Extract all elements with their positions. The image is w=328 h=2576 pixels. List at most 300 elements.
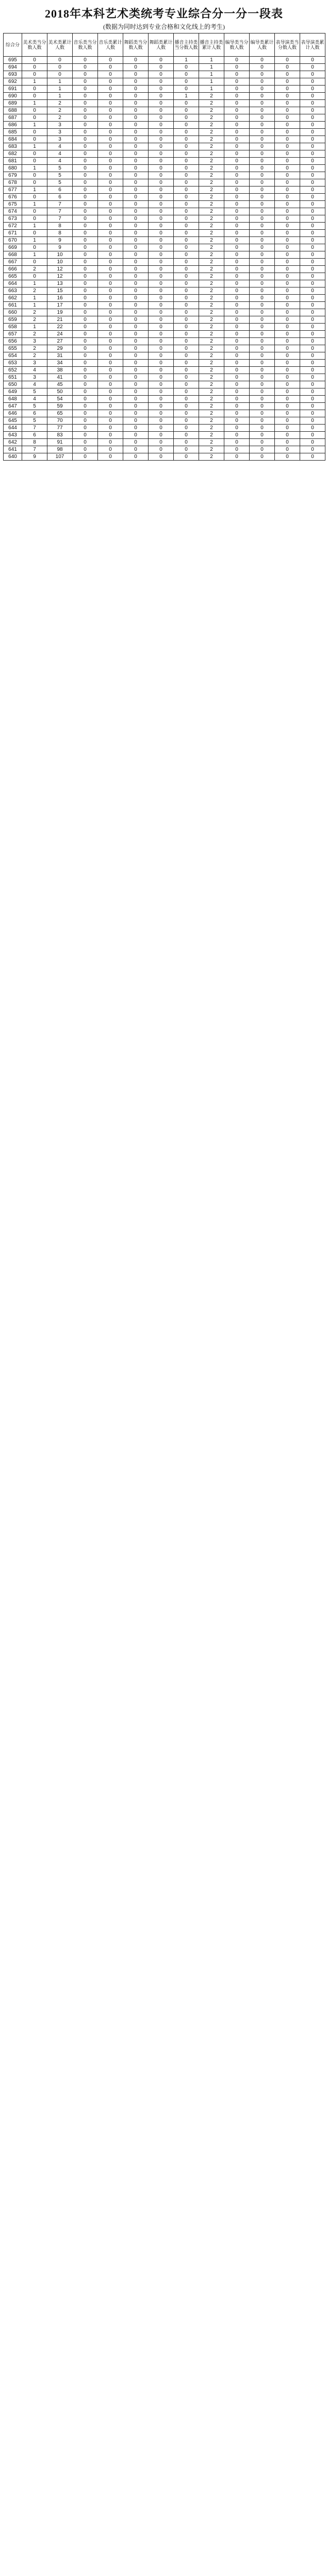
count-cell: 0 — [174, 64, 199, 71]
count-cell: 0 — [149, 425, 174, 432]
count-cell: 0 — [250, 453, 275, 461]
count-cell: 0 — [174, 187, 199, 194]
table-row — [4, 259, 325, 266]
count-cell: 0 — [174, 287, 199, 295]
count-cell: 0 — [123, 403, 149, 410]
count-cell: 0 — [250, 215, 275, 223]
count-cell: 0 — [73, 150, 98, 158]
score-cell: 649 — [4, 388, 22, 396]
table-row — [4, 417, 325, 425]
score-cell: 656 — [4, 338, 22, 345]
count-cell: 0 — [174, 122, 199, 129]
score-cell: 672 — [4, 223, 22, 230]
table-row — [4, 280, 325, 287]
count-cell: 0 — [73, 316, 98, 324]
count-cell: 0 — [275, 143, 300, 150]
count-cell: 0 — [300, 129, 325, 136]
count-cell: 2 — [199, 158, 224, 165]
count-cell: 0 — [174, 165, 199, 172]
count-cell: 0 — [73, 215, 98, 223]
count-cell: 0 — [300, 187, 325, 194]
count-cell: 1 — [174, 93, 199, 100]
count-cell: 2 — [199, 165, 224, 172]
count-cell: 0 — [174, 78, 199, 86]
count-cell: 0 — [98, 316, 123, 324]
count-cell: 0 — [73, 287, 98, 295]
count-cell: 0 — [300, 425, 325, 432]
count-cell: 0 — [123, 136, 149, 143]
count-cell: 0 — [250, 223, 275, 230]
score-cell: 692 — [4, 78, 22, 86]
count-cell: 0 — [73, 71, 98, 78]
count-cell: 3 — [47, 122, 73, 129]
count-cell: 0 — [149, 64, 174, 71]
count-cell: 0 — [123, 208, 149, 215]
count-cell: 0 — [22, 57, 47, 64]
count-cell: 0 — [123, 295, 149, 302]
count-cell: 0 — [73, 187, 98, 194]
count-cell: 2 — [199, 259, 224, 266]
column-header: 美术类当分数人数 — [22, 33, 47, 57]
count-cell: 0 — [275, 309, 300, 316]
count-cell: 0 — [250, 230, 275, 237]
count-cell: 9 — [22, 453, 47, 461]
count-cell: 7 — [22, 425, 47, 432]
count-cell: 0 — [174, 273, 199, 280]
count-cell: 0 — [224, 78, 250, 86]
count-cell: 0 — [224, 223, 250, 230]
count-cell: 0 — [174, 453, 199, 461]
count-cell: 0 — [250, 374, 275, 381]
count-cell: 0 — [73, 194, 98, 201]
count-cell: 0 — [149, 136, 174, 143]
count-cell: 0 — [224, 194, 250, 201]
score-cell: 694 — [4, 64, 22, 71]
count-cell: 0 — [300, 179, 325, 187]
count-cell: 0 — [149, 403, 174, 410]
count-cell: 0 — [224, 57, 250, 64]
count-cell: 0 — [73, 136, 98, 143]
count-cell: 0 — [73, 230, 98, 237]
count-cell: 0 — [98, 331, 123, 338]
score-cell: 680 — [4, 165, 22, 172]
count-cell: 13 — [47, 280, 73, 287]
count-cell: 0 — [123, 360, 149, 367]
count-cell: 0 — [149, 381, 174, 388]
header-row — [4, 33, 325, 57]
count-cell: 0 — [98, 172, 123, 179]
count-cell: 0 — [275, 374, 300, 381]
count-cell: 0 — [250, 107, 275, 114]
count-cell: 1 — [22, 237, 47, 244]
count-cell: 0 — [123, 150, 149, 158]
count-cell: 0 — [224, 143, 250, 150]
count-cell: 0 — [149, 453, 174, 461]
count-cell: 1 — [22, 302, 47, 309]
count-cell: 0 — [73, 388, 98, 396]
count-cell: 0 — [275, 352, 300, 360]
count-cell: 2 — [199, 345, 224, 352]
count-cell: 0 — [224, 302, 250, 309]
count-cell: 0 — [275, 100, 300, 107]
count-cell: 2 — [199, 129, 224, 136]
table-row — [4, 273, 325, 280]
count-cell: 7 — [47, 201, 73, 208]
count-cell: 0 — [149, 388, 174, 396]
count-cell: 0 — [123, 453, 149, 461]
table-row — [4, 302, 325, 309]
column-header: 舞蹈类累计人数 — [149, 33, 174, 57]
count-cell: 0 — [275, 295, 300, 302]
count-cell: 31 — [47, 352, 73, 360]
score-cell: 659 — [4, 316, 22, 324]
score-cell: 658 — [4, 324, 22, 331]
count-cell: 0 — [149, 324, 174, 331]
count-cell: 0 — [300, 345, 325, 352]
count-cell: 0 — [123, 237, 149, 244]
count-cell: 0 — [22, 230, 47, 237]
table-row — [4, 381, 325, 388]
count-cell: 0 — [300, 150, 325, 158]
count-cell: 0 — [250, 172, 275, 179]
column-header: 综合分 — [4, 33, 22, 57]
count-cell: 0 — [275, 410, 300, 417]
count-cell: 0 — [250, 324, 275, 331]
score-cell: 669 — [4, 244, 22, 251]
count-cell: 0 — [250, 86, 275, 93]
table-row — [4, 251, 325, 259]
count-cell: 0 — [123, 78, 149, 86]
table-row — [4, 410, 325, 417]
count-cell: 0 — [123, 244, 149, 251]
count-cell: 0 — [224, 64, 250, 71]
table-row — [4, 179, 325, 187]
count-cell: 0 — [123, 396, 149, 403]
count-cell: 0 — [174, 439, 199, 446]
count-cell: 0 — [98, 251, 123, 259]
count-cell: 1 — [22, 187, 47, 194]
count-cell: 0 — [98, 150, 123, 158]
count-cell: 0 — [98, 179, 123, 187]
count-cell: 1 — [22, 143, 47, 150]
count-cell: 0 — [224, 201, 250, 208]
count-cell: 0 — [149, 187, 174, 194]
count-cell: 5 — [47, 165, 73, 172]
count-cell: 0 — [300, 295, 325, 302]
count-cell: 0 — [22, 136, 47, 143]
table-row — [4, 223, 325, 230]
count-cell: 0 — [250, 403, 275, 410]
score-cell: 678 — [4, 179, 22, 187]
table-header — [4, 33, 325, 57]
count-cell: 0 — [300, 388, 325, 396]
count-cell: 0 — [123, 194, 149, 201]
score-cell: 687 — [4, 114, 22, 122]
count-cell: 0 — [224, 259, 250, 266]
count-cell: 0 — [149, 417, 174, 425]
count-cell: 0 — [73, 331, 98, 338]
count-cell: 0 — [275, 93, 300, 100]
count-cell: 34 — [47, 360, 73, 367]
count-cell: 0 — [149, 158, 174, 165]
count-cell: 0 — [98, 453, 123, 461]
count-cell: 0 — [73, 273, 98, 280]
count-cell: 0 — [275, 403, 300, 410]
count-cell: 0 — [73, 367, 98, 374]
table-row — [4, 107, 325, 114]
count-cell: 0 — [123, 273, 149, 280]
count-cell: 0 — [73, 446, 98, 453]
count-cell: 7 — [22, 446, 47, 453]
count-cell: 2 — [199, 360, 224, 367]
count-cell: 0 — [300, 273, 325, 280]
table-row — [4, 201, 325, 208]
score-cell: 688 — [4, 107, 22, 114]
score-cell: 668 — [4, 251, 22, 259]
count-cell: 0 — [300, 165, 325, 172]
count-cell: 0 — [98, 158, 123, 165]
count-cell: 0 — [73, 86, 98, 93]
count-cell: 0 — [149, 273, 174, 280]
document-subtitle: (数据为同时达到专业合格和文化线上的考生) — [103, 23, 225, 30]
count-cell: 0 — [250, 388, 275, 396]
count-cell: 98 — [47, 446, 73, 453]
count-cell: 0 — [275, 396, 300, 403]
count-cell: 0 — [174, 280, 199, 287]
count-cell: 0 — [98, 259, 123, 266]
count-cell: 0 — [73, 93, 98, 100]
count-cell: 0 — [98, 107, 123, 114]
count-cell: 0 — [224, 251, 250, 259]
count-cell: 0 — [73, 122, 98, 129]
count-cell: 0 — [149, 432, 174, 439]
count-cell: 0 — [174, 230, 199, 237]
count-cell: 0 — [275, 453, 300, 461]
count-cell: 0 — [123, 57, 149, 64]
count-cell: 0 — [224, 331, 250, 338]
count-cell: 3 — [22, 374, 47, 381]
count-cell: 0 — [275, 367, 300, 374]
count-cell: 0 — [149, 367, 174, 374]
count-cell: 2 — [199, 237, 224, 244]
count-cell: 3 — [22, 338, 47, 345]
count-cell: 0 — [224, 432, 250, 439]
count-cell: 0 — [250, 129, 275, 136]
table-row — [4, 71, 325, 78]
count-cell: 0 — [123, 223, 149, 230]
count-cell: 0 — [123, 114, 149, 122]
count-cell: 0 — [73, 129, 98, 136]
count-cell: 0 — [149, 331, 174, 338]
count-cell: 0 — [22, 194, 47, 201]
score-cell: 640 — [4, 453, 22, 461]
count-cell: 0 — [149, 352, 174, 360]
count-cell: 0 — [98, 432, 123, 439]
count-cell: 0 — [300, 367, 325, 374]
count-cell: 0 — [73, 295, 98, 302]
count-cell: 0 — [73, 410, 98, 417]
count-cell: 0 — [224, 136, 250, 143]
count-cell: 65 — [47, 410, 73, 417]
count-cell: 0 — [300, 352, 325, 360]
count-cell: 0 — [73, 244, 98, 251]
count-cell: 0 — [73, 165, 98, 172]
table-row — [4, 324, 325, 331]
count-cell: 0 — [149, 143, 174, 150]
count-cell: 0 — [98, 417, 123, 425]
count-cell: 0 — [275, 71, 300, 78]
count-cell: 54 — [47, 396, 73, 403]
count-cell: 0 — [250, 122, 275, 129]
count-cell: 0 — [174, 136, 199, 143]
count-cell: 0 — [22, 273, 47, 280]
count-cell: 2 — [199, 381, 224, 388]
count-cell: 0 — [149, 230, 174, 237]
count-cell: 0 — [149, 71, 174, 78]
count-cell: 5 — [22, 403, 47, 410]
score-cell: 676 — [4, 194, 22, 201]
count-cell: 0 — [174, 396, 199, 403]
count-cell: 0 — [123, 100, 149, 107]
table-row — [4, 453, 325, 461]
count-cell: 0 — [149, 446, 174, 453]
count-cell: 0 — [73, 453, 98, 461]
count-cell: 0 — [275, 388, 300, 396]
count-cell: 2 — [199, 187, 224, 194]
count-cell: 2 — [199, 352, 224, 360]
count-cell: 0 — [250, 446, 275, 453]
count-cell: 17 — [47, 302, 73, 309]
count-cell: 0 — [300, 432, 325, 439]
count-cell: 0 — [98, 287, 123, 295]
count-cell: 0 — [98, 345, 123, 352]
count-cell: 0 — [73, 78, 98, 86]
count-cell: 0 — [123, 425, 149, 432]
count-cell: 0 — [149, 439, 174, 446]
count-cell: 0 — [174, 446, 199, 453]
count-cell: 0 — [73, 237, 98, 244]
count-cell: 0 — [98, 295, 123, 302]
count-cell: 0 — [174, 194, 199, 201]
count-cell: 0 — [250, 179, 275, 187]
count-cell: 0 — [149, 215, 174, 223]
table-row — [4, 309, 325, 316]
count-cell: 8 — [47, 223, 73, 230]
count-cell: 2 — [199, 280, 224, 287]
count-cell: 0 — [174, 71, 199, 78]
table-row — [4, 345, 325, 352]
table-row — [4, 331, 325, 338]
count-cell: 2 — [199, 194, 224, 201]
count-cell: 0 — [123, 165, 149, 172]
count-cell: 0 — [275, 187, 300, 194]
count-cell: 0 — [275, 324, 300, 331]
count-cell: 3 — [47, 136, 73, 143]
count-cell: 0 — [275, 266, 300, 273]
count-cell: 38 — [47, 367, 73, 374]
count-cell: 0 — [250, 266, 275, 273]
count-cell: 0 — [123, 93, 149, 100]
count-cell: 0 — [224, 187, 250, 194]
table-row — [4, 57, 325, 64]
count-cell: 1 — [22, 324, 47, 331]
count-cell: 0 — [98, 302, 123, 309]
table-row — [4, 360, 325, 367]
count-cell: 0 — [174, 309, 199, 316]
count-cell: 0 — [22, 86, 47, 93]
table-row — [4, 237, 325, 244]
count-cell: 0 — [250, 71, 275, 78]
count-cell: 2 — [199, 251, 224, 259]
count-cell: 0 — [275, 446, 300, 453]
count-cell: 0 — [73, 179, 98, 187]
count-cell: 0 — [98, 381, 123, 388]
count-cell: 0 — [22, 172, 47, 179]
count-cell: 0 — [149, 244, 174, 251]
count-cell: 0 — [224, 287, 250, 295]
table-row — [4, 165, 325, 172]
count-cell: 0 — [300, 223, 325, 230]
count-cell: 0 — [149, 360, 174, 367]
table-row — [4, 136, 325, 143]
count-cell: 2 — [199, 374, 224, 381]
count-cell: 2 — [22, 352, 47, 360]
table-row — [4, 143, 325, 150]
count-cell: 0 — [300, 403, 325, 410]
count-cell: 0 — [174, 403, 199, 410]
count-cell: 0 — [47, 57, 73, 64]
count-cell: 0 — [275, 230, 300, 237]
score-cell: 682 — [4, 150, 22, 158]
count-cell: 2 — [199, 179, 224, 187]
count-cell: 0 — [275, 360, 300, 367]
count-cell: 0 — [73, 259, 98, 266]
count-cell: 0 — [275, 302, 300, 309]
count-cell: 0 — [224, 93, 250, 100]
count-cell: 0 — [98, 136, 123, 143]
count-cell: 0 — [149, 165, 174, 172]
count-cell: 0 — [174, 223, 199, 230]
count-cell: 0 — [300, 280, 325, 287]
count-cell: 0 — [300, 287, 325, 295]
count-cell: 2 — [199, 425, 224, 432]
count-cell: 5 — [47, 179, 73, 187]
count-cell: 3 — [22, 360, 47, 367]
count-cell: 0 — [174, 324, 199, 331]
table-row — [4, 244, 325, 251]
count-cell: 0 — [123, 230, 149, 237]
count-cell: 0 — [123, 287, 149, 295]
count-cell: 0 — [300, 439, 325, 446]
count-cell: 1 — [199, 57, 224, 64]
count-cell: 1 — [22, 295, 47, 302]
table-row — [4, 64, 325, 71]
count-cell: 0 — [149, 150, 174, 158]
count-cell: 0 — [224, 208, 250, 215]
count-cell: 70 — [47, 417, 73, 425]
count-cell: 0 — [275, 172, 300, 179]
count-cell: 2 — [47, 107, 73, 114]
count-cell: 0 — [174, 208, 199, 215]
count-cell: 0 — [22, 259, 47, 266]
count-cell: 0 — [250, 208, 275, 215]
score-cell: 661 — [4, 302, 22, 309]
count-cell: 0 — [174, 374, 199, 381]
count-cell: 12 — [47, 273, 73, 280]
count-cell: 0 — [224, 446, 250, 453]
count-cell: 0 — [250, 251, 275, 259]
count-cell: 2 — [199, 309, 224, 316]
